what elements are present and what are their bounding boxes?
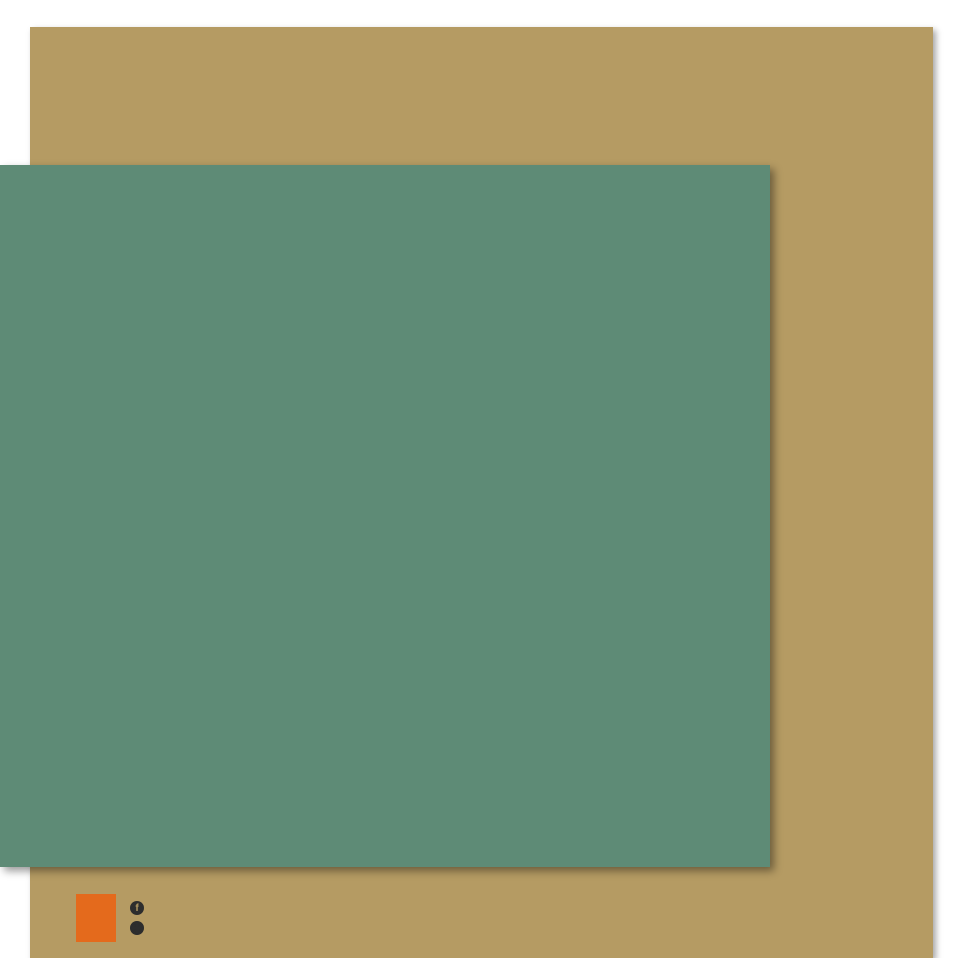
facebook-icon: f <box>130 901 144 915</box>
decorative-dots-row <box>188 102 478 118</box>
logo <box>76 894 116 942</box>
facebook-link[interactable] <box>130 898 152 918</box>
events-panel <box>0 165 770 867</box>
website-link[interactable] <box>130 918 152 938</box>
decorative-dots-grid <box>788 634 898 864</box>
globe-icon <box>130 921 144 935</box>
